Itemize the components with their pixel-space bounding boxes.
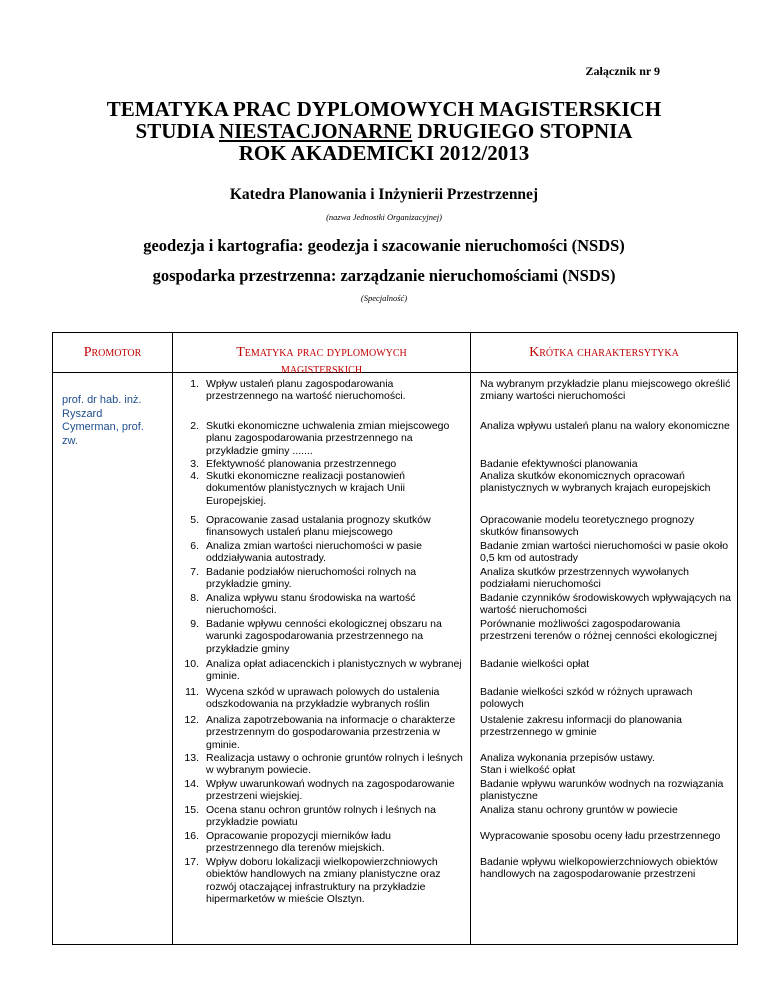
characteristic-item: Badanie czynników środowiskowych wpływających na wartość nieruchomości [480,592,731,617]
column-divider [470,333,471,944]
characteristic-item: Badanie efektywności planowania [480,458,638,470]
topic-item: 4. Skutki ekonomiczne realizacji postanowień dokumentów planistycznych w krajach Unii Europejskiej. [190,470,406,507]
department-note: (nazwa Jednostki Organizacyjnej) [326,212,442,222]
characteristic-item: Analiza skutków przestrzennych wywołanych podziałami nieruchomości [480,566,689,591]
topic-item: 1. Wpływ ustaleń planu zagospodarowania przestrzennego na wartość nieruchomości. [190,378,406,403]
characteristic-item: Badanie wielkości szkód w różnych uprawach polowych [480,686,693,711]
characteristic-item: Opracowanie modelu teoretycznego prognozy skutków finansowych [480,514,695,539]
topic-item: 16. Opracowanie propozycji mierników ładu przestrzennego dla terenów miejskich. [184,830,392,855]
header-characteristics: Krótka charaktersytyka [529,345,679,360]
title-line-1: TEMATYKA PRAC DYPLOMOWYCH MAGISTERSKICH [106,97,662,121]
topic-item: 10. Analiza opłat adiacenckich i planistycznych w wybranej gminie. [184,658,462,683]
title-line-3: ROK AKADEMICKI 2012/2013 [238,141,530,165]
title-line-2: STUDIA NIESTACJONARNE DRUGIEGO STOPNIA [135,119,633,143]
topic-item: 7. Badanie podziałów nieruchomości rolnych na przykładzie gminy. [190,566,417,591]
promoter-name: prof. dr hab. inż. Ryszard Cymerman, prof. zw. [62,394,144,447]
topic-item: 14. Wpływ uwarunkowań wodnych na zagospodarowanie przestrzeni wiejskiej. [184,778,455,803]
specialization-2: gospodarka przestrzenna: zarządzanie nieruchomościami (NSDS) [152,266,616,285]
page-title [0,98,768,164]
specialization-note: (Specjalność) [360,293,408,303]
topic-item: 17. Wpływ doboru lokalizacji wielkopowierzchniowych obiektów handlowych na zmiany planistyczne oraz rozwój otaczającej infrastruktury na przykładzie hipermarketów w mieście Olsztyn. [184,856,441,905]
topic-item: 5. Opracowanie zasad ustalania prognozy skutków finansowych ustaleń planu miejscowego [190,514,431,539]
header-topics: Tematyka prac dyplomowych magisterskich [236,345,407,377]
topic-item: 11. Wycena szkód w uprawach polowych do ustalenia odszkodowania na przykładzie wybranych roślin [185,686,440,711]
topic-item: 8. Analiza wpływu stanu środowiska na wartość nieruchomości. [190,592,416,617]
header-promoter: Promotor [83,345,142,360]
characteristic-item: Analiza wykonania przepisów ustawy. [480,752,655,764]
topic-item: 3. Efektywność planowania przestrzennego [190,458,397,470]
characteristic-item: Porównanie możliwości zagospodarowania przestrzeni terenów o różnej cenności ekologicznej [480,618,717,643]
topic-item: 15. Ocena stanu ochron gruntów rolnych i leśnych na przykładzie powiatu [184,804,436,829]
column-divider [172,333,173,944]
topic-item: 13. Realizacja ustawy o ochronie gruntów rolnych i leśnych w wybranym powiecie. [184,752,463,777]
characteristic-item: Na wybranym przykładzie planu miejscowego określić zmiany wartości nieruchomości [480,378,731,403]
characteristic-item: Analiza wpływu ustaleń planu na walory ekonomiczne [480,420,730,432]
topic-item: 9. Badanie wpływu cenności ekologicznej obszaru na warunki zagospodarowania przestrzennego na przykładzie gminy [190,618,442,655]
characteristic-item: Badanie zmian wartości nieruchomości w pasie około 0,5 km od autostrady [480,540,729,565]
annex-label: Załącznik nr 9 [585,64,660,78]
characteristic-item: Badanie wpływu warunków wodnych na rozwiązania planistyczne [480,778,724,803]
characteristic-item: Analiza skutków ekonomicznych opracowań planistycznych w wybranych krajach europejskich [480,470,711,495]
characteristic-item: Ustalenie zakresu informacji do planowania przestrzennego w gminie [480,714,682,739]
topic-item: 2. Skutki ekonomiczne uchwalenia zmian miejscowego planu zagospodarowania przestrzennego na przykładzie gminy ....... [190,420,450,457]
topic-item: 12. Analiza zapotrzebowania na informacje o charakterze przestrzennym do gospodarowania przestrzenia w gminie. [184,714,456,751]
characteristic-item: Badanie wpływu wielkopowierzchniowych obiektów handlowych na zagospodarowanie przestrzeni [480,856,718,881]
topic-item: 6. Analiza zmian wartości nieruchomości w pasie oddziaływania autostrady. [190,540,422,565]
specialization-1: geodezja i kartografia: geodezja i szacowanie nieruchomości (NSDS) [143,236,625,255]
characteristic-item: Wypracowanie sposobu oceny ładu przestrzennego [480,830,721,842]
department-name: Katedra Planowania i Inżynierii Przestrzennej [229,186,539,203]
characteristic-item: Stan i wielkość opłat [480,764,576,776]
characteristic-item: Analiza stanu ochrony gruntów w powiecie [480,804,678,816]
characteristic-item: Badanie wielkości opłat [480,658,590,670]
